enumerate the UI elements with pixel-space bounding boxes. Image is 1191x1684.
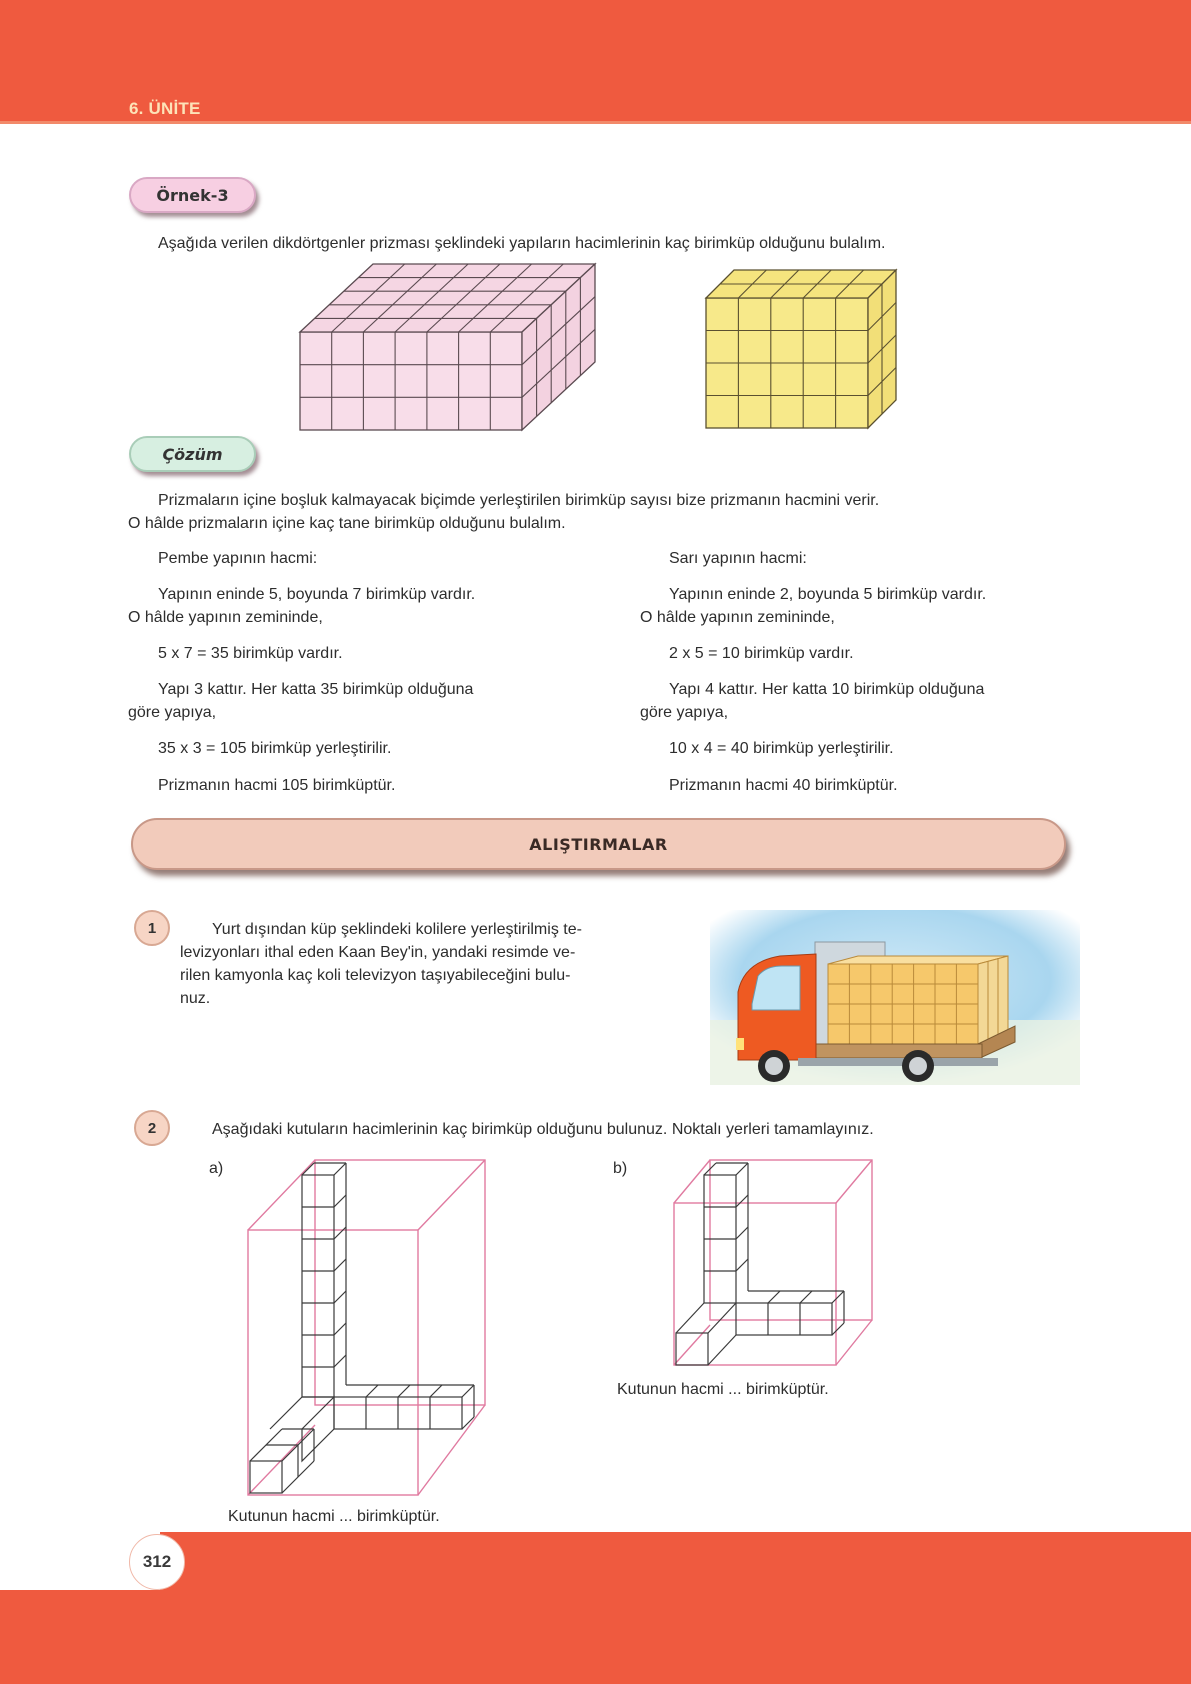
example-label: Örnek-3 — [129, 177, 256, 213]
yellow-line1a: Yapının eninde 2, boyunda 5 birimküp vardır. — [669, 586, 987, 603]
pink-line3a: Yapı 3 kattır. Her katta 35 birimküp olduğuna — [158, 681, 474, 698]
exercise-2-badge: 2 — [134, 1110, 170, 1146]
pink-line5: Prizmanın hacmi 105 birimküptür. — [158, 777, 396, 794]
yellow-line3a: Yapı 4 kattır. Her katta 10 birimküp olduğuna — [669, 681, 985, 698]
yellow-line5: Prizmanın hacmi 40 birimküptür. — [669, 777, 898, 794]
exercise-2-prompt: Aşağıdaki kutuların hacimlerinin kaç birimküp olduğunu bulunuz. Noktalı yerleri tamamlayınız. — [212, 1121, 874, 1138]
pink-line1a: Yapının eninde 5, boyunda 7 birimküp vardır. — [158, 586, 476, 603]
yellow-line3b: göre yapıya, — [640, 704, 729, 721]
exercise-1-line3: rilen kamyonla kaç koli televizyon taşıyabileceğini bulu- — [180, 967, 571, 984]
exercise-1-badge: 1 — [134, 910, 170, 946]
yellow-line2: 2 x 5 = 10 birimküp vardır. — [669, 645, 854, 662]
pink-line3b: göre yapıya, — [128, 704, 217, 721]
solution-label: Çözüm — [129, 436, 256, 472]
pink-title: Pembe yapının hacmi: — [158, 550, 318, 567]
exercises-header: ALIŞTIRMALAR — [131, 818, 1066, 870]
exercise-1-line4: nuz. — [180, 990, 211, 1007]
yellow-line4: 10 x 4 = 40 birimküp yerleştirilir. — [669, 740, 894, 757]
exercise-2a-caption: Kutunun hacmi ... birimküptür. — [228, 1508, 440, 1525]
exercise-2b-caption: Kutunun hacmi ... birimküptür. — [617, 1381, 829, 1398]
page-number: 312 — [129, 1534, 185, 1590]
exercise-2b-label: b) — [613, 1160, 628, 1177]
exercise-2b-box-figure — [670, 1155, 875, 1370]
pink-line2: 5 x 7 = 35 birimküp vardır. — [158, 645, 343, 662]
example-prompt: Aşağıda verilen dikdörtgenler prizması şeklindeki yapıların hacimlerinin kaç birimküp olduğunu bulalım. — [158, 235, 886, 252]
yellow-title: Sarı yapının hacmi: — [669, 550, 807, 567]
truck-illustration — [710, 910, 1080, 1085]
exercise-1-line2: levizyonları ithal eden Kaan Bey'in, yandaki resimde ve- — [180, 944, 576, 961]
footer-band-left — [0, 1590, 180, 1684]
exercise-2a-label: a) — [209, 1160, 224, 1177]
solution-intro-line2: O hâlde prizmaların içine kaç tane birimküp olduğunu bulalım. — [128, 515, 566, 532]
pink-line4: 35 x 3 = 105 birimküp yerleştirilir. — [158, 740, 392, 757]
pink-prism-figure — [298, 262, 600, 434]
pink-line1b: O hâlde yapının zemininde, — [128, 609, 323, 626]
exercise-1-line1: Yurt dışından küp şeklindeki kolilere yerleştirilmiş te- — [212, 921, 582, 938]
header-band — [0, 0, 1191, 124]
yellow-prism-figure — [704, 268, 900, 432]
yellow-line1b: O hâlde yapının zemininde, — [640, 609, 835, 626]
unit-title: 6. ÜNİTE — [129, 99, 201, 118]
exercise-2a-box-figure — [240, 1155, 490, 1500]
footer-band — [160, 1532, 1191, 1684]
solution-intro-line1: Prizmaların içine boşluk kalmayacak biçimde yerleştirilen birimküp sayısı bize prizmanın hacmini verir. — [158, 492, 880, 509]
